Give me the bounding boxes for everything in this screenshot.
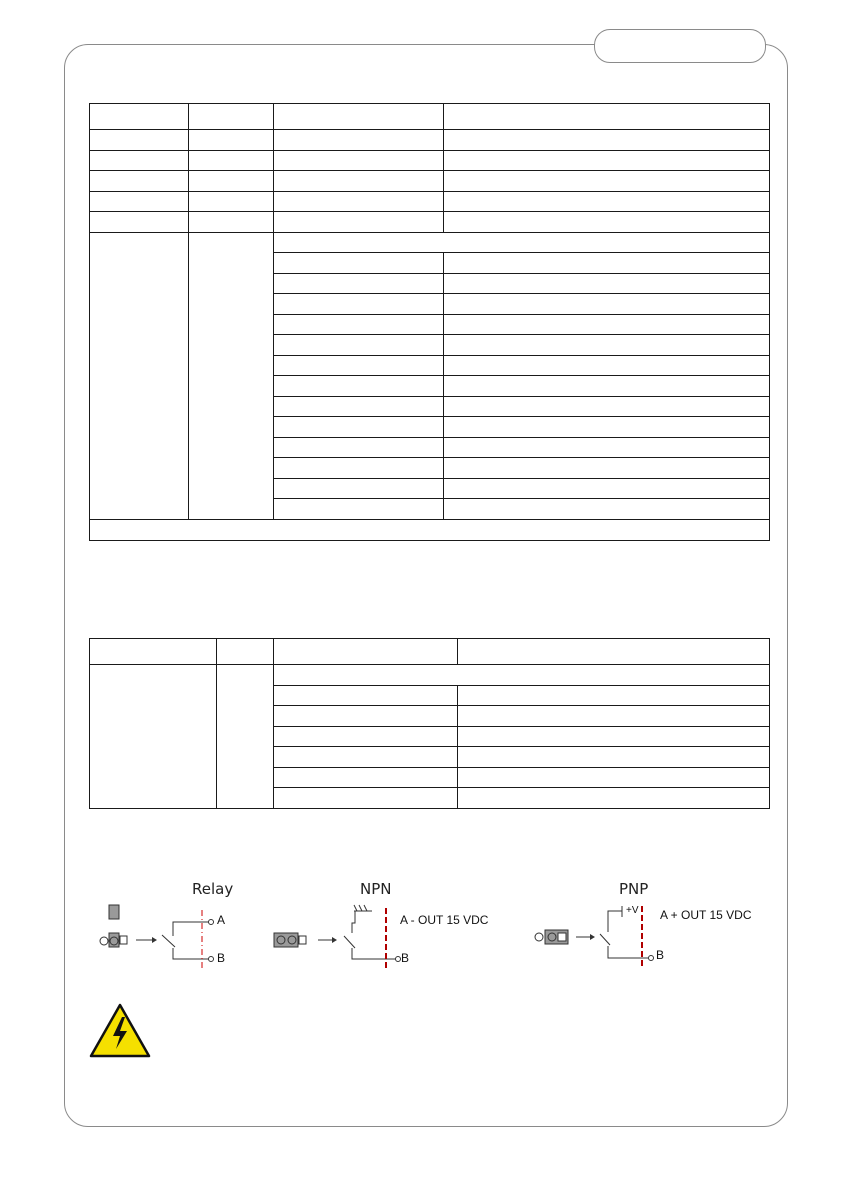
parameter-table-2 <box>89 638 770 809</box>
table-header-row <box>90 104 770 130</box>
table-row <box>90 232 770 253</box>
table-row <box>90 191 770 212</box>
npn-diagram <box>272 903 412 973</box>
npn-label-b: B <box>401 951 410 965</box>
pnp-label-v: +V <box>626 905 639 916</box>
high-voltage-warning-icon <box>89 1003 151 1058</box>
npn-title: NPN <box>360 880 392 898</box>
table-footer-row <box>90 519 770 540</box>
table-row <box>90 171 770 192</box>
table-row <box>90 212 770 233</box>
pnp-label-b: B <box>656 948 665 962</box>
table-row <box>90 665 770 686</box>
npn-label-a: A - OUT 15 VDC <box>400 913 489 927</box>
relay-title: Relay <box>192 880 234 898</box>
table-row <box>90 130 770 151</box>
pnp-diagram <box>534 903 664 973</box>
relay-label-a: A <box>217 913 226 927</box>
table-header-row <box>90 639 770 665</box>
relay-label-b: B <box>217 951 226 965</box>
pnp-label-a: A + OUT 15 VDC <box>660 908 752 922</box>
parameter-table-1 <box>89 103 770 541</box>
table-row <box>90 150 770 171</box>
pnp-title: PNP <box>619 880 649 898</box>
page-tab <box>594 29 766 63</box>
